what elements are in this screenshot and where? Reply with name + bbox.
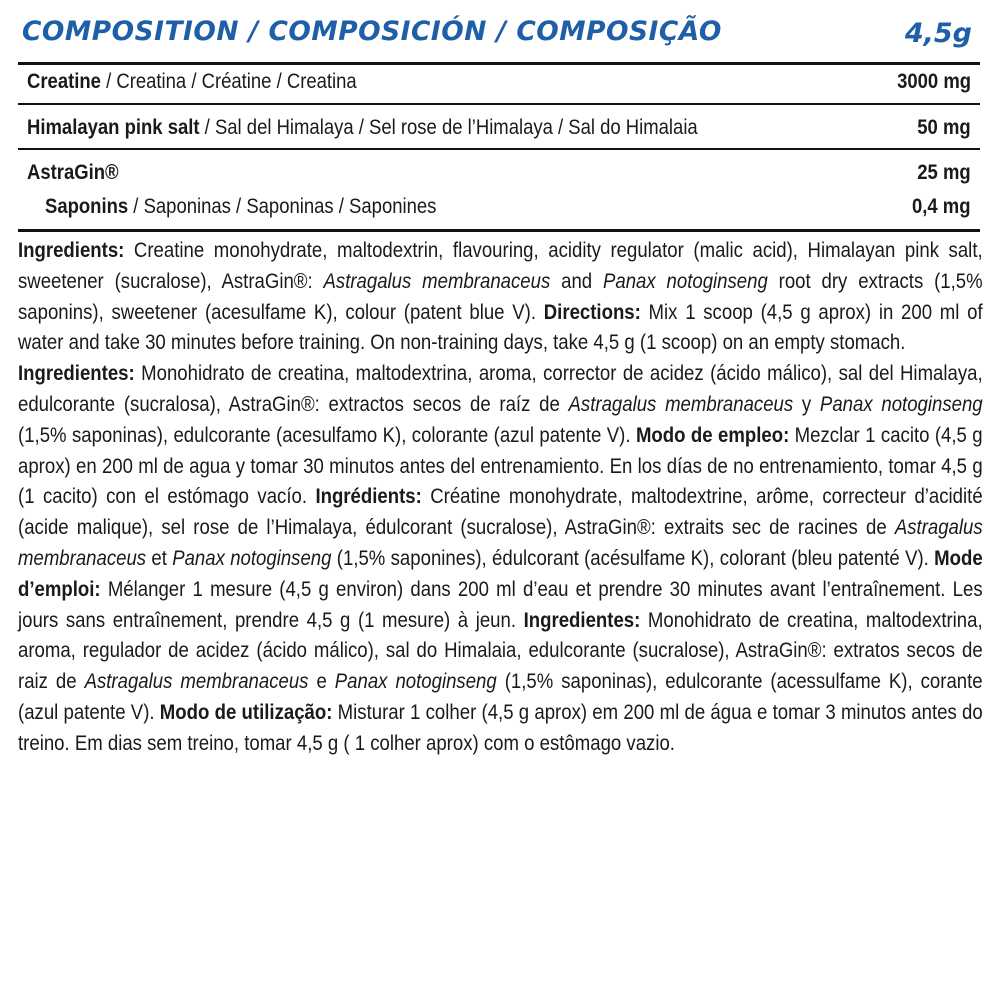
row-label: AstraGin® — [27, 161, 119, 184]
row-value: 25 mg — [917, 161, 971, 184]
row-divider — [18, 148, 980, 150]
row-value: 50 mg — [917, 116, 971, 139]
row-label: Himalayan pink salt / Sal del Himalaya / Sel rose de l’Himalaya / Sal do Himalaia — [27, 116, 698, 139]
ingredients-text — [18, 236, 983, 760]
table-bottom-divider — [18, 229, 980, 232]
row-value: 0,4 mg — [912, 195, 971, 218]
composition-title: COMPOSITION / COMPOSICIÓN / COMPOSIÇÃO — [22, 16, 722, 47]
row-label: Creatine / Creatina / Créatine / Creatina — [27, 70, 357, 93]
row-value: 3000 mg — [897, 70, 971, 93]
serving-amount: 4,5g — [904, 18, 972, 49]
row-creatine — [27, 65, 971, 99]
ingredients-paragraph: Ingredients: Creatine monohydrate, maltodextrin, flavouring, acidity regulator (malic acid), Himalayan pink salt, sweetener (sucralose), AstraGin®: Astragalus membranaceus and Panax notoginseng root dry extracts (1,5% saponins), sweetener (acesulfame K), colour (patent blue V). Directions: Mix 1 scoop (4,5 g aprox) in 200 ml of water and take 30 minutes before training. On non-training days, take 4,5 g (1 scoop) on an empty stomach. — [18, 239, 983, 355]
row-saponins — [27, 190, 971, 224]
row-label: Saponins / Saponinas / Saponinas / Saponines — [45, 195, 437, 218]
composition-header — [18, 8, 980, 58]
row-divider — [18, 103, 980, 105]
row-astragin — [27, 156, 971, 190]
row-himalayan-salt — [27, 111, 971, 145]
ingredients-paragraph: Ingredientes: Monohidrato de creatina, maltodextrina, aroma, corrector de acidez (ácido málico), sal del Himalaya, edulcorante (sucralosa), AstraGin®: extractos secos de raíz de Astragalus membranaceus y Panax notoginseng (1,5% saponinas), edulcorante (acesulfamo K), colorante (azul patente V). Modo de empleo: Mezclar 1 cacito (4,5 g aprox) en 200 ml de agua y tomar 30 minutos antes del entrenamiento. En los días de no entrenamiento, tomar 4,5 g (1 cacito) con el estómago vacío. Ingrédients: Créatine monohydrate, maltodextrine, arôme, correcteur d’acidité (acide malique), sel rose de l’Himalaya, édulcorant (sucralose), AstraGin®: extraits sec de racines de Astragalus membranaceus et Panax notoginseng (1,5% saponines), édulcorant (acésulfame K), colorant (bleu patenté V). Mode d’emploi: Mélanger 1 mesure (4,5 g environ) dans 200 ml d’eau et prendre 30 minutes avant l’entraînement. Les jours sans entraînement, prendre 4,5 g (1 mesure) à jeun. Ingredientes: Monohidrato de creatina, maltodextrina, aroma, regulador de acidez (ácido málico), sal do Himalaia, edulcorante (sucralose), AstraGin®: extratos secos de raiz de Astragalus membranaceus e Panax notoginseng (1,5% saponinas), edulcorante (acessulfame K), corante (azul patente V). Modo de utilização: Misturar 1 colher (4,5 g aprox) em 200 ml de água e tomar 3 minutos antes do treino. Em dias sem treino, tomar 4,5 g ( 1 colher aprox) com o estômago vazio. — [18, 362, 983, 755]
